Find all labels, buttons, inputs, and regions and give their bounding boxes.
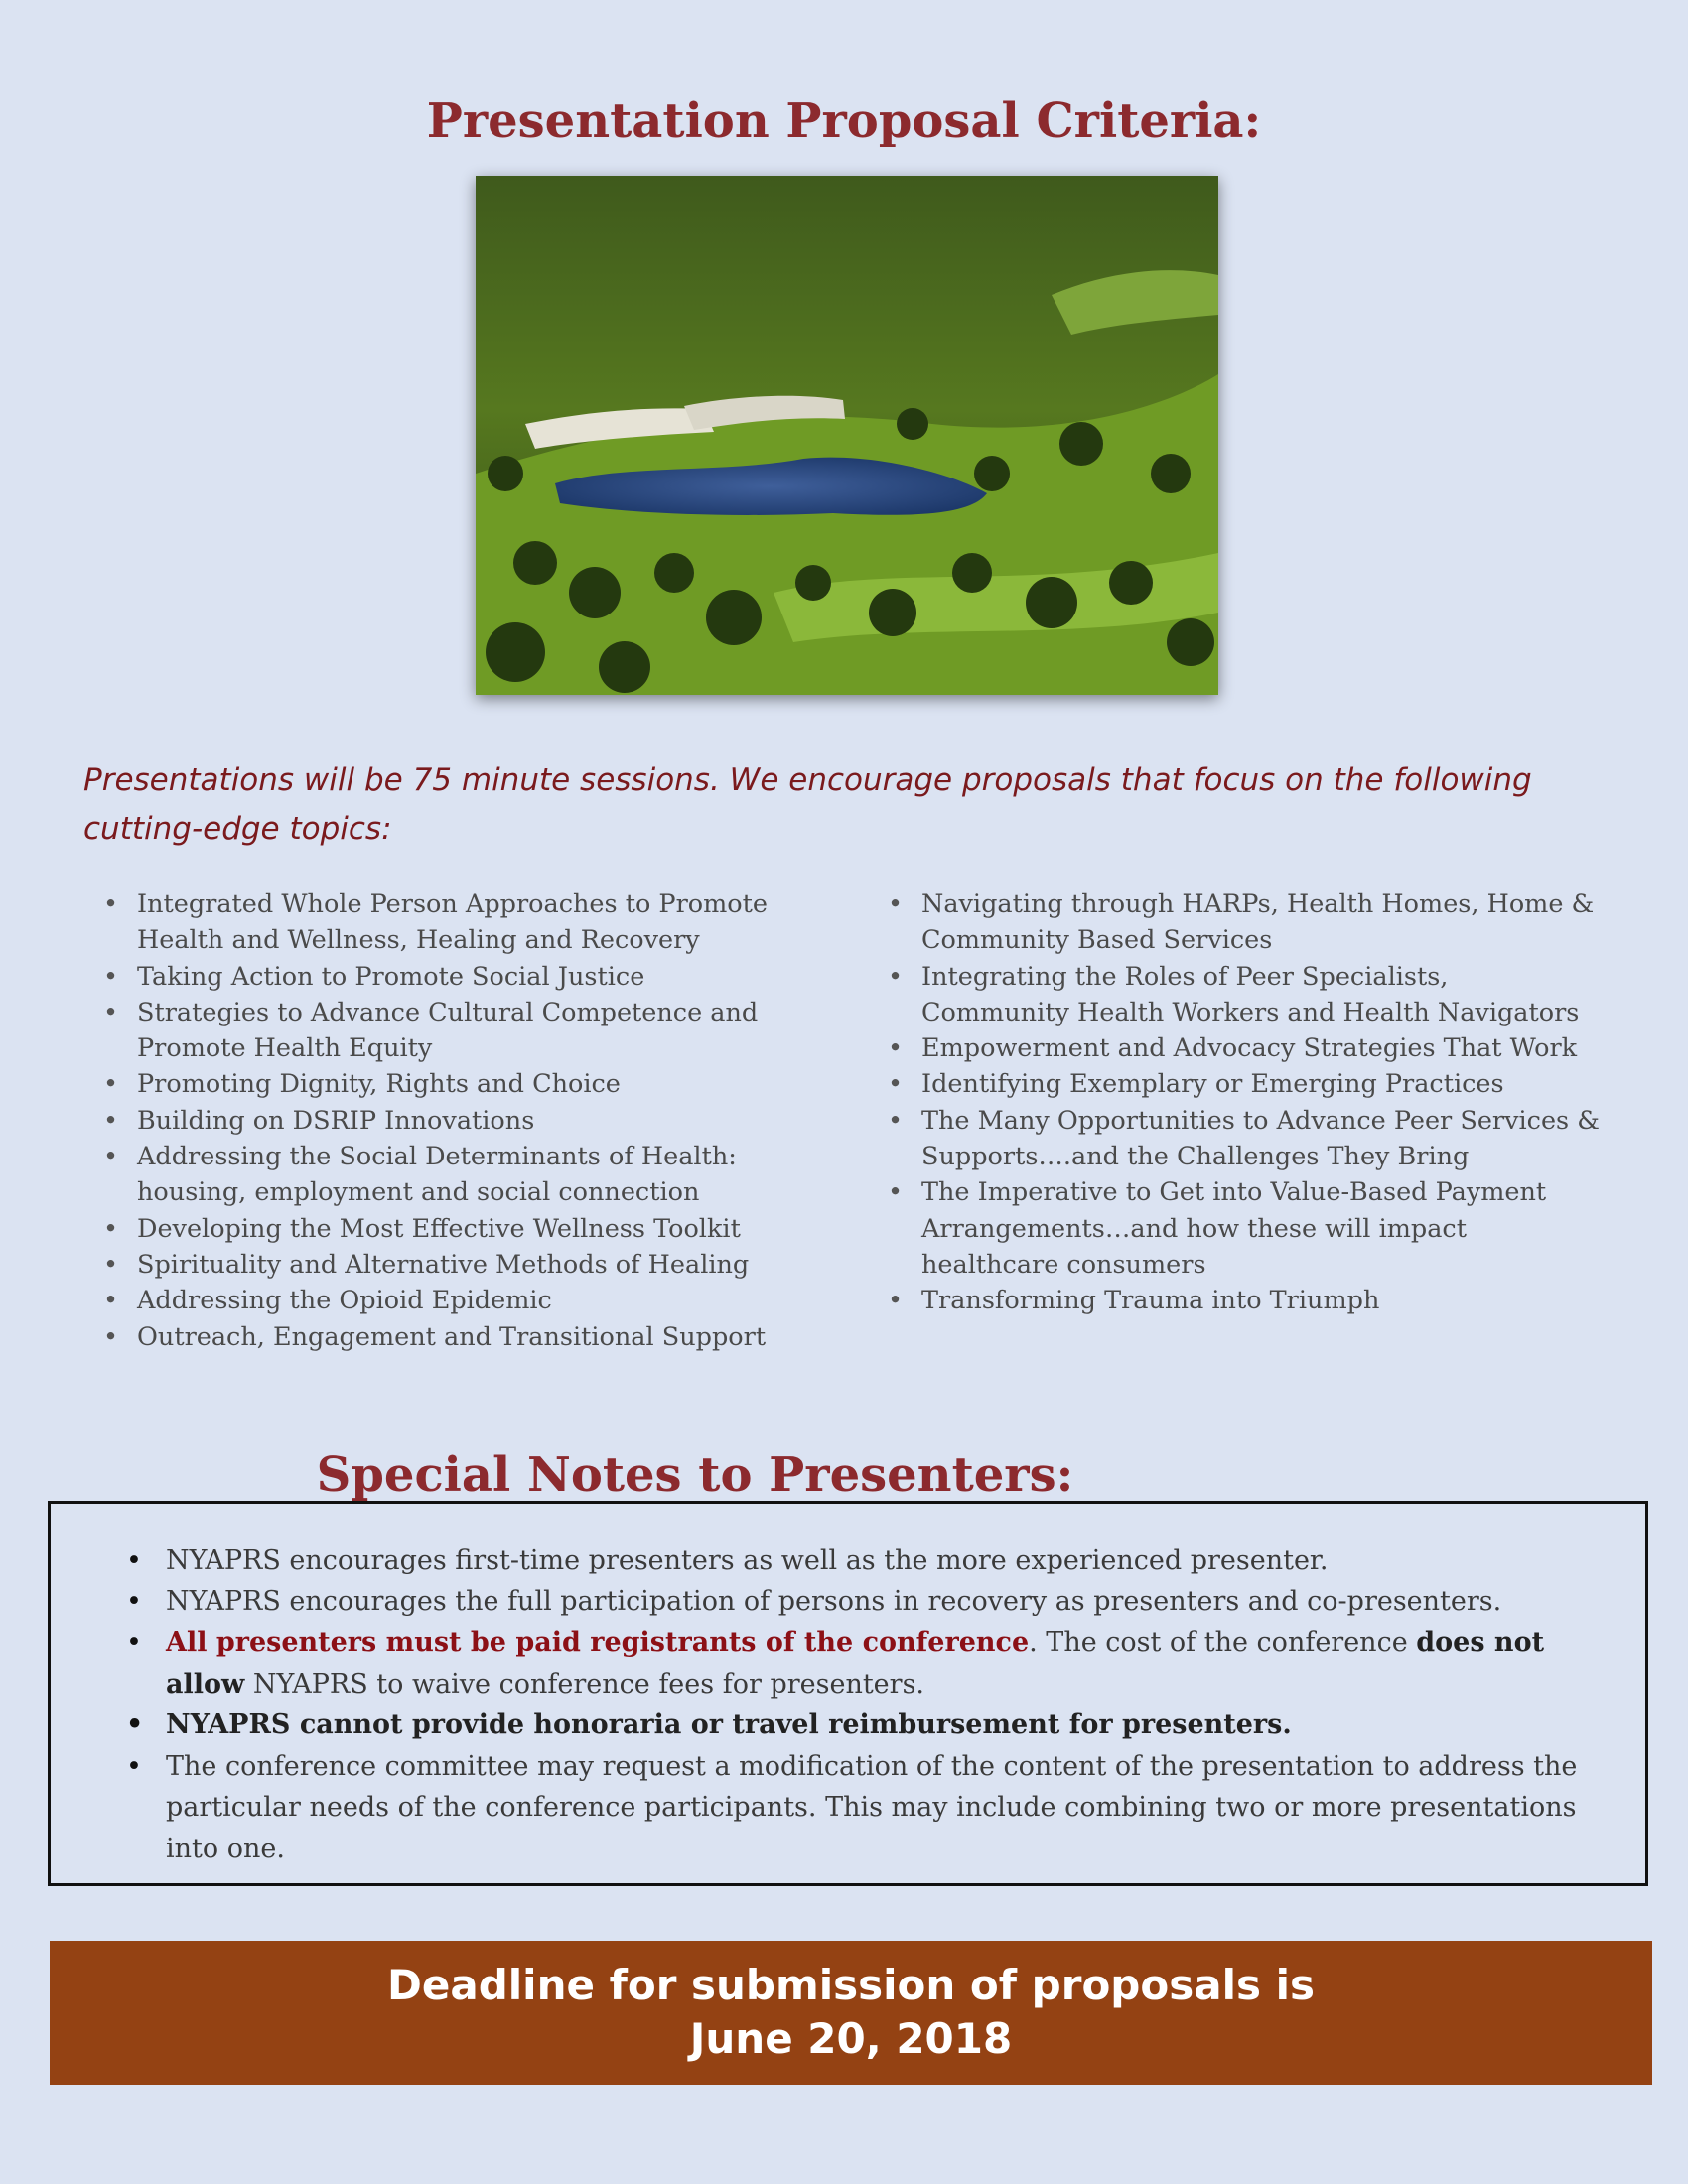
special-notes-title: Special Notes to Presenters: [316,1446,1074,1503]
notes-list [126,1540,1616,1869]
note-item [126,1622,1616,1705]
deadline-line: Deadline for submission of proposals is [387,1961,1315,2009]
special-notes-box [48,1501,1648,1886]
topic-item: • Taking Action to Promote Social Justice [103,959,778,995]
note-text: . The cost of the conference [1029,1627,1417,1658]
topic-item: • Identifying Exemplary or Emerging Practices [888,1066,1603,1102]
note-item: • NYAPRS encourages the full participation of persons in recovery as presenters and co-presenters. [126,1581,1616,1623]
topic-item: • Building on DSRIP Innovations [103,1103,778,1139]
topic-item: • Integrated Whole Person Approaches to Promote Health and Wellness, Healing and Recovery [103,887,778,959]
topic-item: • Promoting Dignity, Rights and Choice [103,1066,778,1102]
topic-item: • Navigating through HARPs, Health Homes, Home & Community Based Services [888,887,1603,959]
deadline-banner [50,1941,1652,2085]
topic-item: • The Imperative to Get into Value-Based Payment Arrangements…and how these will impact healthcare consumers [888,1174,1603,1283]
note-emphasis-bold: does not allow [166,1627,1545,1700]
topic-item: • Outreach, Engagement and Transitional Support [103,1319,778,1355]
note-item: • NYAPRS cannot provide honoraria or travel reimbursement for presenters. [126,1705,1616,1746]
topic-list-right [888,887,1603,1319]
topic-item: • Developing the Most Effective Wellness Toolkit [103,1211,778,1247]
intro-text: Presentations will be 75 minute sessions. We encourage proposals that focus on the following cutting-edge topics: [83,762,1532,847]
topic-item: • Empowerment and Advocacy Strategies That Work [888,1030,1603,1066]
topic-item: • Addressing the Opioid Epidemic [103,1283,778,1318]
topic-list-left [103,887,778,1355]
topic-item: • Strategies to Advance Cultural Competence and Promote Health Equity [103,995,778,1067]
topic-item: • The Many Opportunities to Advance Peer Services & Supports….and the Challenges They Bring [888,1103,1603,1175]
note-item: • The conference committee may request a modification of the content of the presentation to address the particular needs of the conference participants. This may include combining two or more presentations into one. [126,1746,1616,1870]
topic-item: • Integrating the Roles of Peer Specialists, Community Health Workers and Health Navigators [888,959,1603,1031]
topic-item: • Addressing the Social Determinants of Health: housing, employment and social connection [103,1139,778,1211]
note-emphasis-red: All presenters must be paid registrants of the conference [166,1627,1030,1658]
deadline-date: June 20, 2018 [689,2014,1013,2063]
note-text: NYAPRS to waive conference fees for presenters. [244,1668,925,1700]
resort-aerial-photo [476,176,1218,695]
topic-item: • Transforming Trauma into Triumph [888,1283,1603,1318]
page-title: Presentation Proposal Criteria: [426,93,1262,150]
note-item: • NYAPRS encourages first-time presenters as well as the more experienced presenter. [126,1540,1616,1581]
topic-item: • Spirituality and Alternative Methods of Healing [103,1247,778,1283]
